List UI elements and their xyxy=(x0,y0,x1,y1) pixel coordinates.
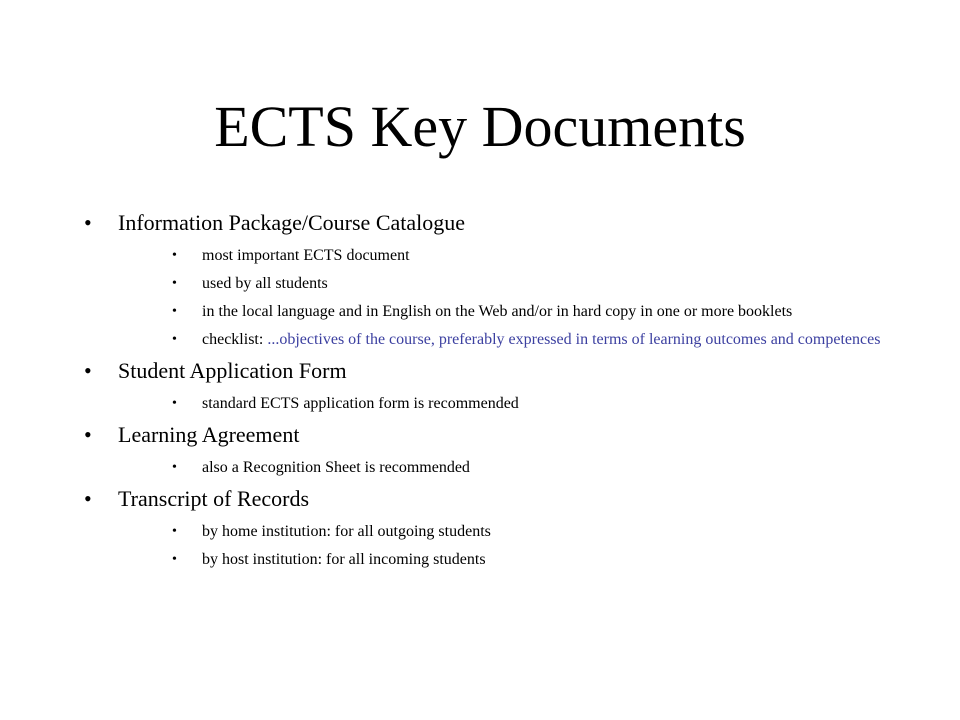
checklist-highlight-text: ...objectives of the course, preferably expressed in terms of learning outcomes and competences xyxy=(267,331,881,348)
bullet-text: Student Application Form xyxy=(118,358,347,383)
sub-bullet-icon: • xyxy=(172,276,177,291)
bullet-item-transcript-of-records xyxy=(84,486,894,512)
sub-bullet-item xyxy=(172,394,894,413)
sub-bullet-icon: • xyxy=(172,304,177,319)
sub-bullet-icon: • xyxy=(172,460,177,475)
sub-bullet-text: by home institution: for all outgoing students xyxy=(202,523,491,540)
sub-bullet-item xyxy=(172,302,894,321)
sub-bullet-list xyxy=(84,458,894,477)
sub-bullet-list xyxy=(84,522,894,569)
bullet-text: Learning Agreement xyxy=(118,422,300,447)
sub-bullet-icon: • xyxy=(172,248,177,263)
bullet-list xyxy=(84,210,894,578)
bullet-icon: • xyxy=(84,422,92,447)
sub-bullet-icon: • xyxy=(172,552,177,567)
sub-bullet-list xyxy=(84,246,894,349)
bullet-text: Information Package/Course Catalogue xyxy=(118,210,466,235)
sub-bullet-text: in the local language and in English on the Web and/or in hard copy in one or more booklets xyxy=(202,303,793,320)
sub-bullet-text: by host institution: for all incoming students xyxy=(202,551,486,568)
sub-bullet-item xyxy=(172,246,894,265)
sub-bullet-item-checklist xyxy=(172,330,894,349)
slide-title: ECTS Key Documents xyxy=(214,94,746,159)
sub-bullet-text: also a Recognition Sheet is recommended xyxy=(202,459,470,476)
sub-bullet-item xyxy=(172,522,894,541)
sub-bullet-icon: • xyxy=(172,396,177,411)
bullet-icon: • xyxy=(84,358,92,383)
bullet-icon: • xyxy=(84,486,92,511)
sub-bullet-item xyxy=(172,458,894,477)
sub-bullet-list xyxy=(84,394,894,413)
sub-bullet-icon: • xyxy=(172,524,177,539)
sub-bullet-text: standard ECTS application form is recommended xyxy=(202,395,519,412)
bullet-icon: • xyxy=(84,210,92,235)
sub-bullet-text: most important ECTS document xyxy=(202,247,410,264)
sub-bullet-text: checklist: xyxy=(202,331,268,348)
sub-bullet-icon: • xyxy=(172,332,177,347)
bullet-item-learning-agreement xyxy=(84,422,894,448)
sub-bullet-text: used by all students xyxy=(202,275,328,292)
sub-bullet-item xyxy=(172,550,894,569)
bullet-text: Transcript of Records xyxy=(118,486,310,511)
bullet-item-student-application-form xyxy=(84,358,894,384)
sub-bullet-item xyxy=(172,274,894,293)
bullet-item-information-package xyxy=(84,210,894,236)
